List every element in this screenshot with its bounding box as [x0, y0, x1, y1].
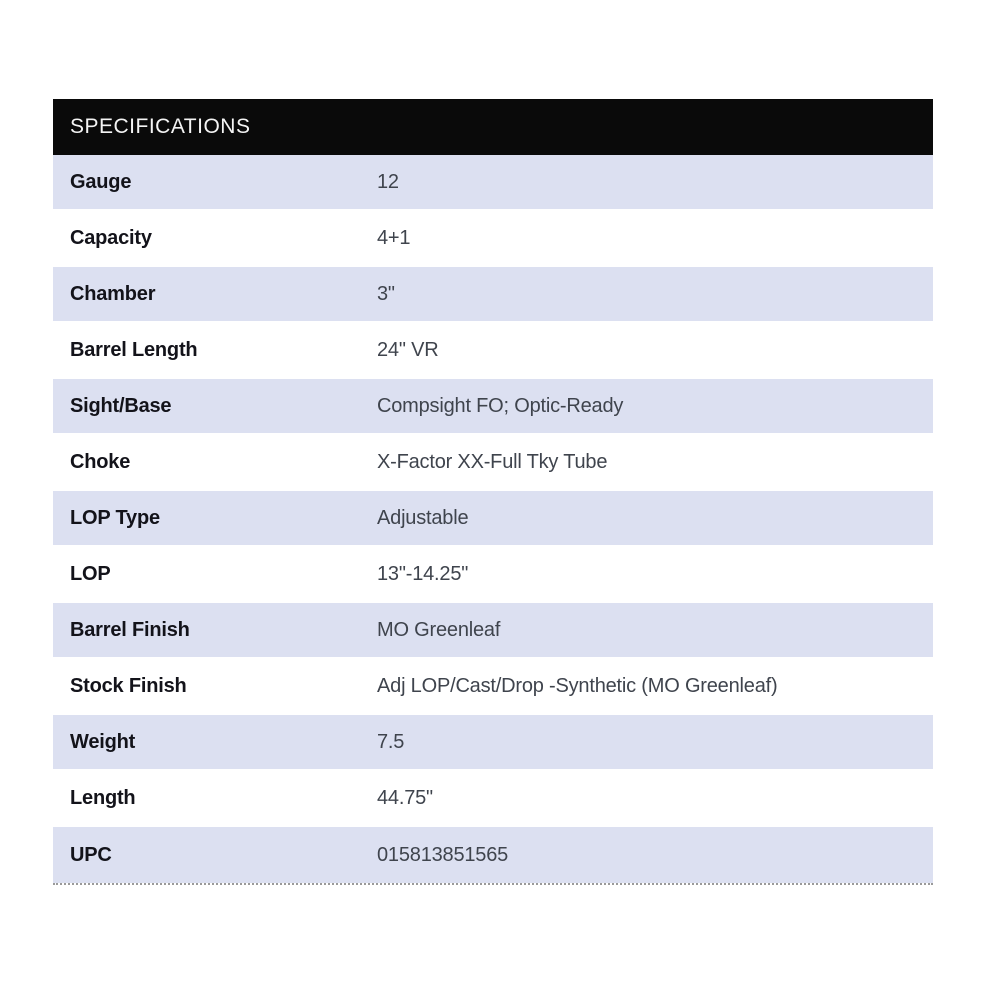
table-row [53, 211, 933, 267]
row-label: Barrel Length [70, 338, 198, 361]
table-row [53, 827, 933, 883]
table-row [53, 771, 933, 827]
row-value: 24" VR [377, 338, 439, 361]
table-row [53, 547, 933, 603]
table-row [53, 323, 933, 379]
table-row [53, 435, 933, 491]
row-label: LOP [70, 562, 111, 585]
row-label: Sight/Base [70, 394, 172, 417]
row-label: Chamber [70, 282, 156, 305]
row-value: Compsight FO; Optic-Ready [377, 394, 624, 417]
row-label: Length [70, 786, 136, 809]
row-value: 13"-14.25" [377, 562, 469, 585]
row-label: Capacity [70, 226, 152, 249]
table-row [53, 155, 933, 211]
row-value: 12 [377, 170, 399, 193]
row-value: 44.75" [377, 786, 433, 809]
row-label: Barrel Finish [70, 618, 190, 641]
row-value: Adjustable [377, 506, 469, 529]
row-value: MO Greenleaf [377, 618, 501, 641]
table-row [53, 603, 933, 659]
specifications-table [53, 99, 933, 885]
row-value: 3" [377, 282, 395, 305]
row-value: Adj LOP/Cast/Drop -Synthetic (MO Greenleaf) [377, 674, 778, 697]
table-header-title: SPECIFICATIONS [70, 115, 251, 138]
row-label: LOP Type [70, 506, 160, 529]
row-value: X-Factor XX-Full Tky Tube [377, 450, 608, 473]
row-label: Weight [70, 730, 136, 753]
table-row [53, 491, 933, 547]
table-body [53, 155, 933, 885]
table-row [53, 659, 933, 715]
row-value: 7.5 [377, 730, 405, 753]
table-row [53, 379, 933, 435]
row-label: Gauge [70, 170, 132, 193]
table-header [53, 99, 933, 155]
row-value: 015813851565 [377, 843, 509, 866]
row-label: UPC [70, 843, 112, 866]
table-row [53, 715, 933, 771]
row-label: Choke [70, 450, 131, 473]
row-value: 4+1 [377, 226, 411, 249]
row-label: Stock Finish [70, 674, 187, 697]
table-row [53, 267, 933, 323]
